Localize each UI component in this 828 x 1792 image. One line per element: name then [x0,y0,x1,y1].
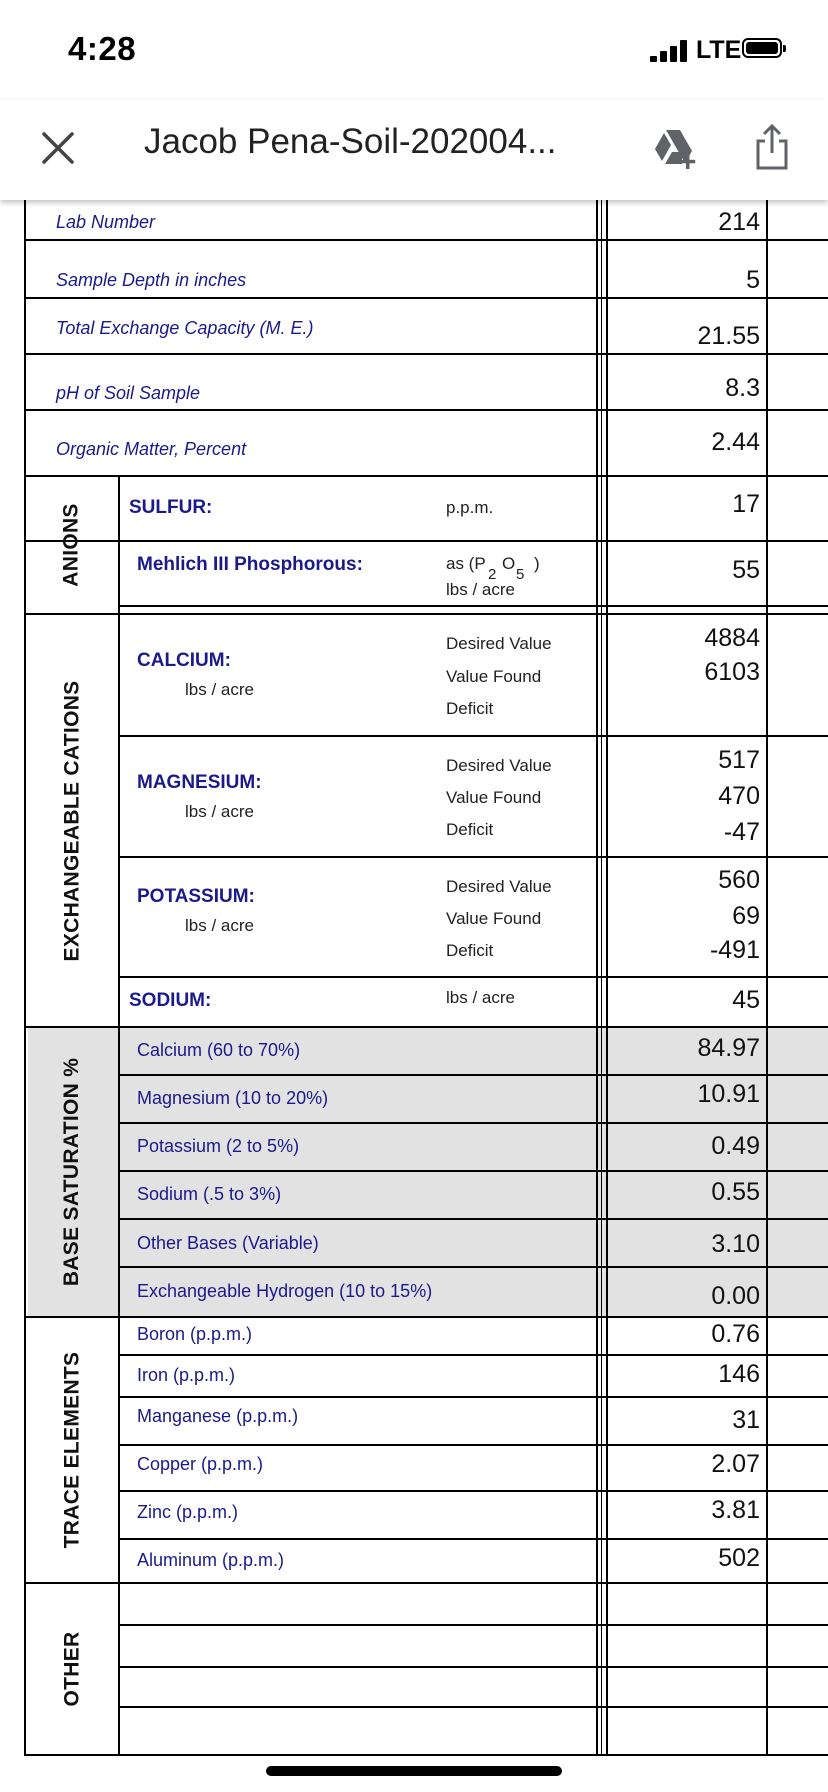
zinc-value: 3.81 [711,1496,760,1524]
magnesium-unit: lbs / acre [185,802,254,821]
sulfur-unit: p.p.m. [446,498,494,517]
sodium-label: SODIUM: [129,990,212,1011]
copper-label: Copper (p.p.m.) [137,1454,264,1474]
bs-sodium-value: 0.55 [711,1178,760,1206]
sulfur-label: SULFUR: [129,497,213,518]
boron-value: 0.76 [711,1320,760,1348]
bs-magnesium-value: 10.91 [697,1080,760,1108]
potassium-found-label: Value Found [446,909,542,928]
bs-magnesium-label: Magnesium (10 to 20%) [137,1088,329,1108]
sample-depth-label: Sample Depth in inches [56,270,247,290]
section-exchangeable-cations: EXCHANGEABLE CATIONS [60,680,83,961]
bs-exch-hydrogen-label: Exchangeable Hydrogen (10 to 15%) [137,1281,433,1301]
potassium-desired-label: Desired Value [446,877,552,896]
calcium-found-label: Value Found [446,667,542,686]
magnesium-desired-label: Desired Value [446,756,552,775]
magnesium-found-label: Value Found [446,788,542,807]
add-to-drive-button[interactable] [650,124,698,172]
document-title: Jacob Pena-Soil-202004... [144,122,557,161]
bs-other-bases-label: Other Bases (Variable) [137,1233,319,1253]
iron-label: Iron (p.p.m.) [137,1365,236,1385]
cellular-signal-icon [650,40,694,62]
close-button[interactable] [36,126,80,170]
bs-sodium-label: Sodium (.5 to 3%) [137,1184,282,1204]
magnesium-found-value: 470 [718,782,760,810]
section-trace-elements: TRACE ELEMENTS [60,1351,83,1549]
magnesium-desired-value: 517 [718,746,760,774]
sulfur-value: 17 [732,490,760,518]
boron-label: Boron (p.p.m.) [137,1324,253,1344]
organic-matter-label: Organic Matter, Percent [56,439,247,459]
calcium-label: CALCIUM: [137,650,231,671]
potassium-deficit-value: -491 [709,936,760,964]
network-type: LTE [696,36,742,64]
iron-value: 146 [718,1360,760,1388]
phosphorous-unit-prefix: as (P [446,554,486,573]
calcium-unit: lbs / acre [185,680,254,699]
share-button[interactable] [752,122,792,172]
phosphorous-value: 55 [732,556,760,584]
close-icon [36,126,80,170]
calcium-desired-value: 4884 [704,624,760,652]
magnesium-deficit-value: -47 [723,818,760,846]
calcium-desired-label: Desired Value [446,634,552,653]
bs-calcium-value: 84.97 [697,1034,760,1062]
phosphorous-unit-close: ) [534,554,540,573]
bs-potassium-value: 0.49 [711,1132,760,1160]
sodium-value: 45 [732,986,760,1014]
exchange-capacity-value: 21.55 [697,322,760,350]
potassium-deficit-label: Deficit [446,941,494,960]
base-saturation-shading [28,1028,828,1318]
potassium-found-value: 69 [732,902,760,930]
document-page[interactable] [0,200,828,1760]
home-indicator[interactable] [266,1766,562,1776]
share-icon [752,122,792,172]
ph-label: pH of Soil Sample [56,383,201,403]
potassium-desired-value: 560 [718,866,760,894]
phosphorous-subscript-2: 2 [488,566,497,583]
section-anions: ANIONS [59,503,83,587]
battery-icon [742,38,782,58]
potassium-label: POTASSIUM: [137,886,255,907]
viewer-toolbar [0,100,828,200]
sample-depth-value: 5 [746,266,760,294]
calcium-found-value: 6103 [704,658,760,686]
section-other: OTHER [60,1631,83,1707]
potassium-unit: lbs / acre [185,916,254,935]
phosphorous-unit-oxide: O [502,554,516,573]
aluminum-value: 502 [718,1544,760,1572]
status-time: 4:28 [68,30,137,67]
phosphorous-subscript-5: 5 [516,566,525,583]
status-bar [0,0,828,100]
magnesium-deficit-label: Deficit [446,820,494,839]
bs-exch-hydrogen-value: 0.00 [711,1282,760,1310]
ph-value: 8.3 [725,374,760,402]
lab-number-label: Lab Number [56,212,156,232]
calcium-deficit-label: Deficit [446,699,494,718]
organic-matter-value: 2.44 [711,428,760,456]
manganese-value: 31 [732,1406,760,1434]
section-base-saturation: BASE SATURATION % [60,1057,84,1287]
phosphorous-unit-rate: lbs / acre [446,580,515,599]
sodium-unit: lbs / acre [446,988,515,1007]
lab-number-value: 214 [718,208,760,236]
copper-value: 2.07 [711,1450,760,1478]
zinc-label: Zinc (p.p.m.) [137,1502,239,1522]
manganese-label: Manganese (p.p.m.) [137,1406,299,1426]
magnesium-label: MAGNESIUM: [137,772,262,793]
add-to-drive-icon [650,124,698,172]
phosphorous-label: Mehlich III Phosphorous: [137,554,363,575]
bs-calcium-label: Calcium (60 to 70%) [137,1040,301,1060]
bs-potassium-label: Potassium (2 to 5%) [137,1136,300,1156]
aluminum-label: Aluminum (p.p.m.) [137,1550,285,1570]
bs-other-bases-value: 3.10 [711,1230,760,1258]
exchange-capacity-label: Total Exchange Capacity (M. E.) [56,318,314,338]
